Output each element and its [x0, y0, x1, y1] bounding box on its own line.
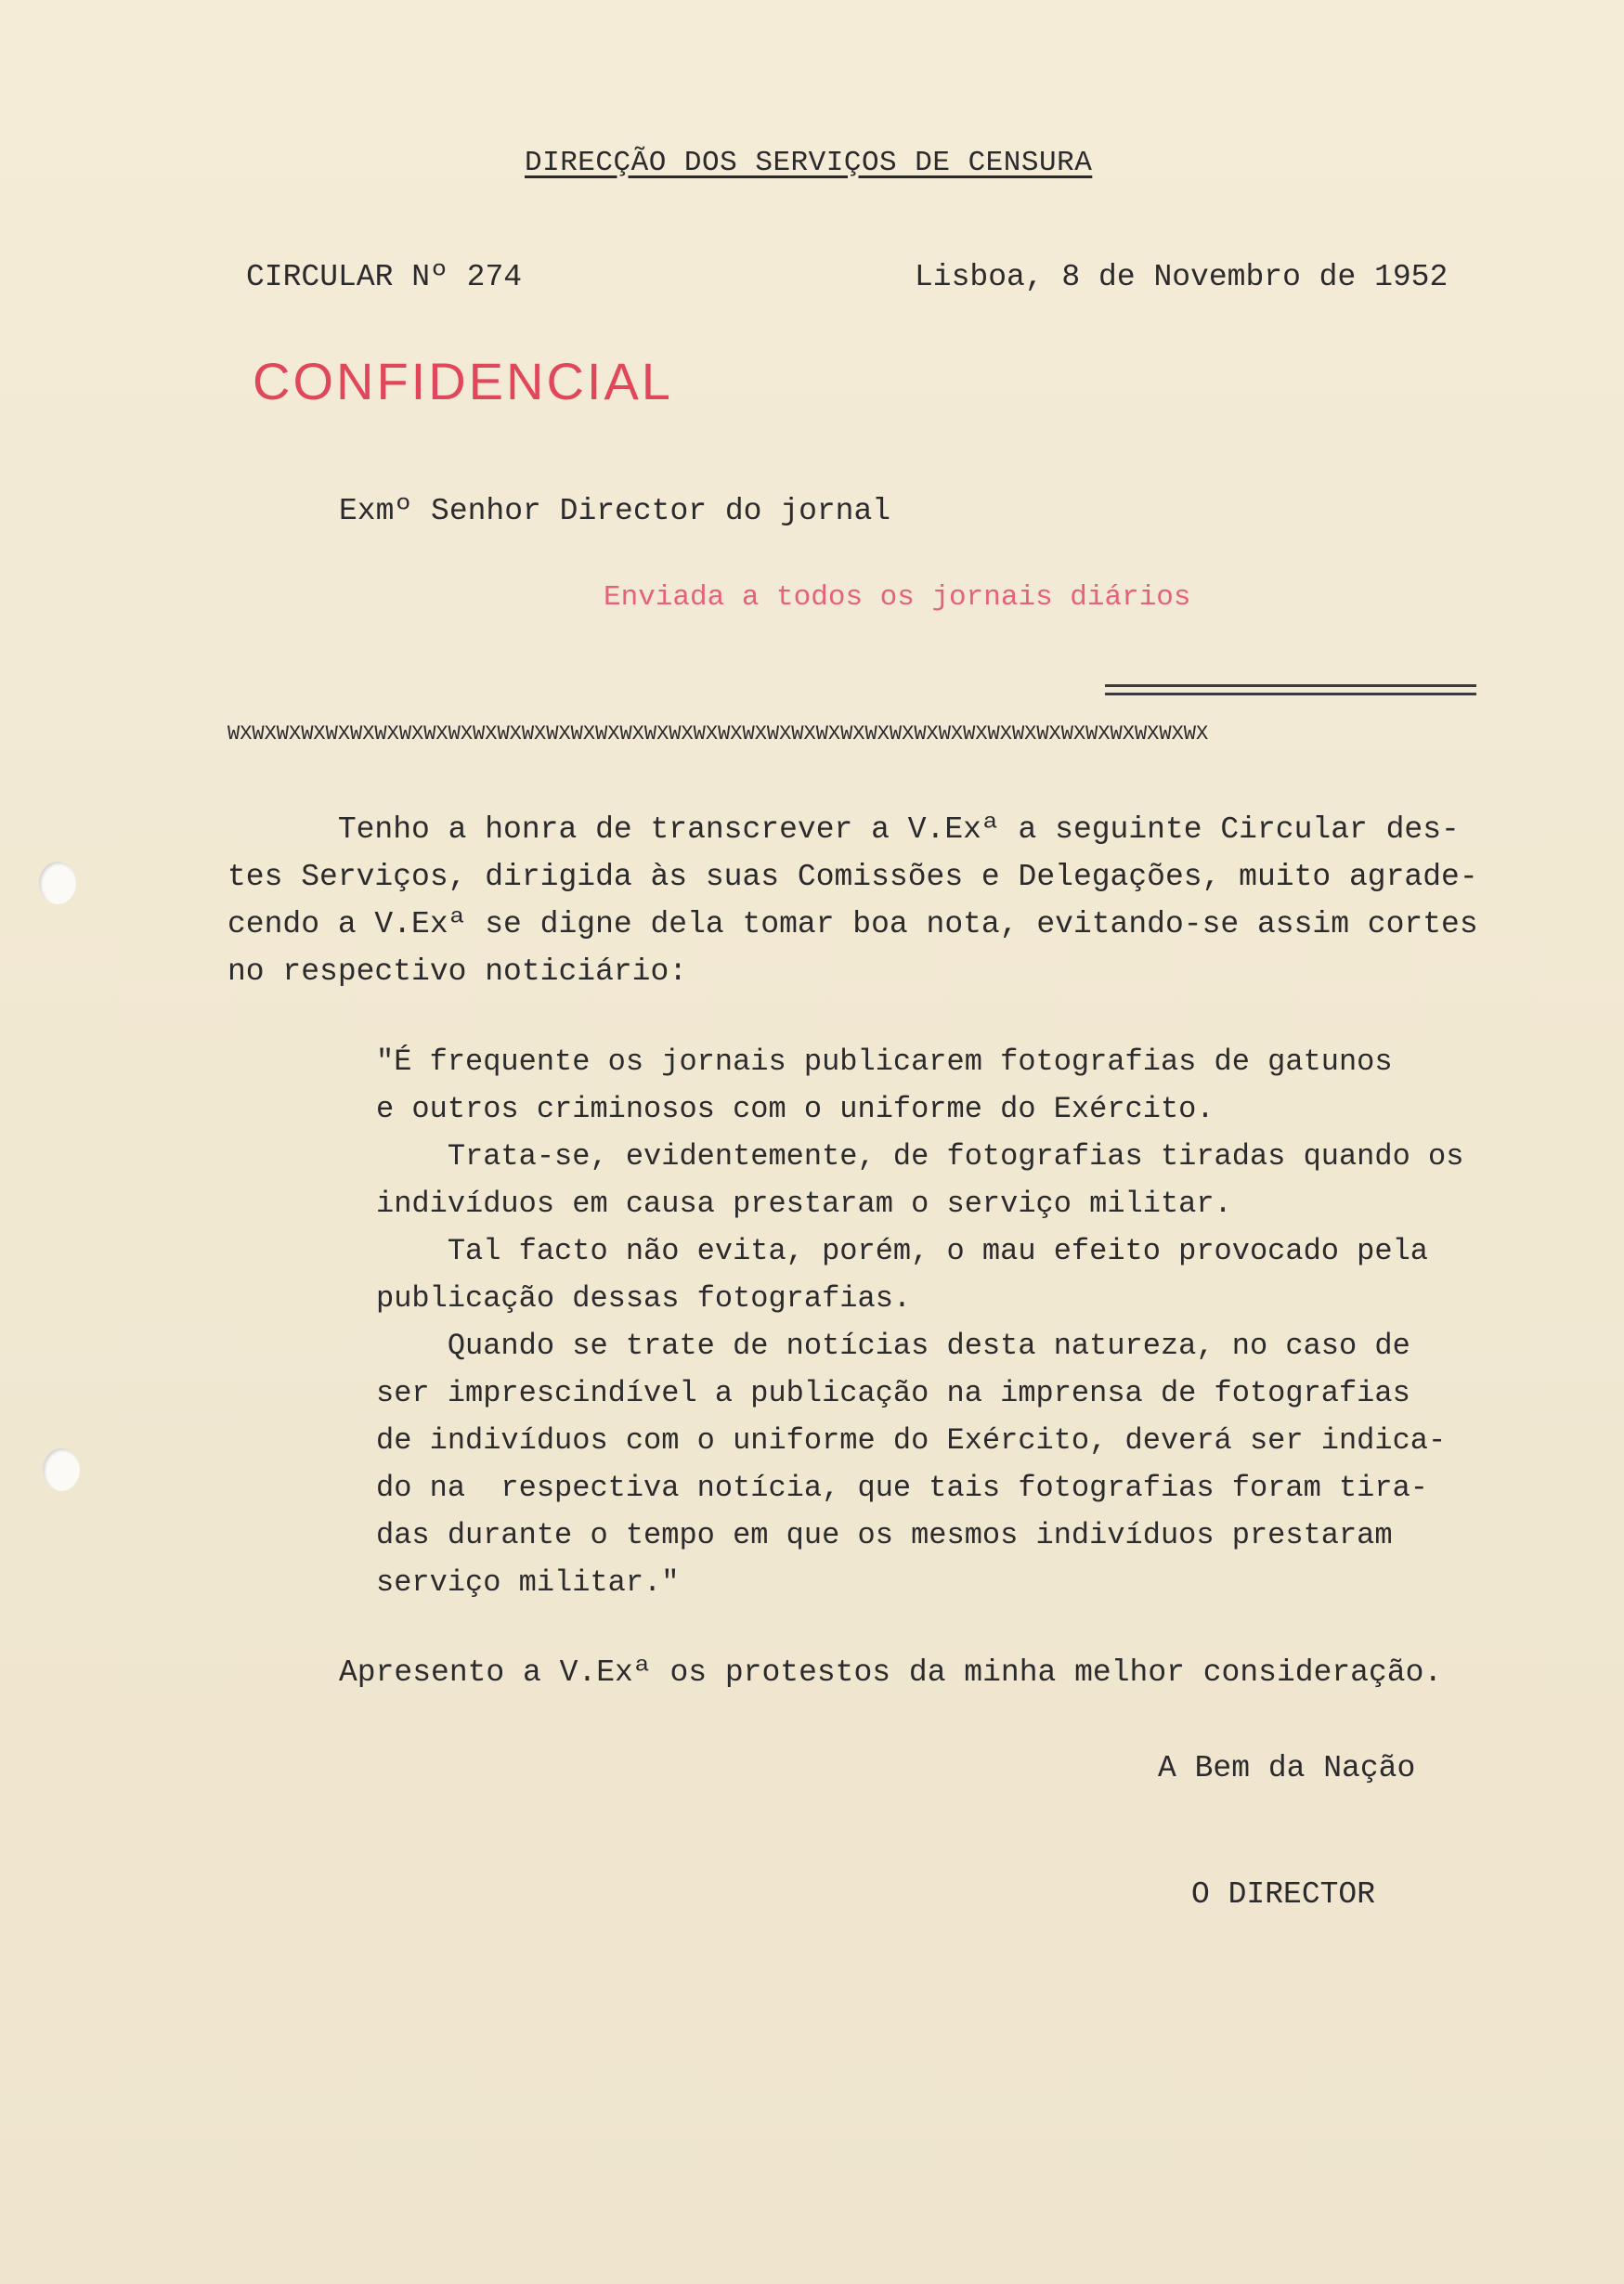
double-rule	[1105, 684, 1476, 695]
quote-line: Trata-se, evidentemente, de fotografias tiradas quando os	[376, 1139, 1464, 1174]
circular-number: CIRCULAR Nº 274	[246, 260, 523, 294]
intro-line: tes Serviços, dirigida às suas Comissões e Delegações, muito agrade-	[227, 860, 1478, 894]
quote-line: indivíduos em causa prestaram o serviço militar.	[376, 1187, 1232, 1221]
quote-line: das durante o tempo em que os mesmos indivíduos prestaram	[376, 1518, 1393, 1552]
quote-line: "É frequente os jornais publicarem fotografias de gatunos	[376, 1045, 1393, 1079]
quote-line: ser imprescindível a publicação na imprensa de fotografias	[376, 1376, 1410, 1410]
typed-separator: WXWXWXWXWXWXWXWXWXWXWXWXWXWXWXWXWXWXWXWXWXWXWXWXWXWXWXWXWXWXWXWXWXWXWXWXWXWXWXWX	[227, 724, 1209, 745]
quote-line: do na respectiva notícia, que tais fotografias foram tira-	[376, 1471, 1428, 1505]
closing-regards: Apresento a V.Exª os protestos da minha melhor consideração.	[339, 1655, 1443, 1690]
quote-line: e outros criminosos com o uniforme do Exército.	[376, 1092, 1215, 1126]
intro-paragraph	[227, 806, 1509, 995]
recipient-line: Exmº Senhor Director do jornal	[339, 494, 891, 528]
punch-hole	[39, 862, 76, 904]
intro-line: Tenho a honra de transcrever a V.Exª a seguinte Circular des-	[227, 812, 1460, 847]
office-header: DIRECÇÃO DOS SERVIÇOS DE CENSURA	[525, 147, 1093, 179]
quote-line: Quando se trate de notícias desta natureza, no caso de	[376, 1329, 1410, 1363]
letter-date: Lisboa, 8 de Novembro de 1952	[915, 260, 1449, 294]
quote-line: de indivíduos com o uniforme do Exército, deverá ser indica-	[376, 1423, 1447, 1458]
confidential-stamp: CONFIDENCIAL	[253, 352, 673, 410]
closing-motto: A Bem da Nação	[1158, 1751, 1416, 1785]
intro-line: cendo a V.Exª se digne dela tomar boa nota, evitando-se assim cortes	[227, 907, 1478, 941]
intro-line: no respectivo noticiário:	[227, 954, 688, 989]
quote-line: publicação dessas fotografias.	[376, 1281, 912, 1316]
quote-line: serviço militar."	[376, 1565, 680, 1600]
quote-line: Tal facto não evita, porém, o mau efeito provocado pela	[376, 1234, 1428, 1268]
quoted-circular	[376, 1038, 1518, 1606]
punch-hole	[43, 1448, 80, 1491]
signature-title: O DIRECTOR	[1191, 1877, 1376, 1912]
distribution-note: Enviada a todos os jornais diários	[604, 581, 1191, 614]
